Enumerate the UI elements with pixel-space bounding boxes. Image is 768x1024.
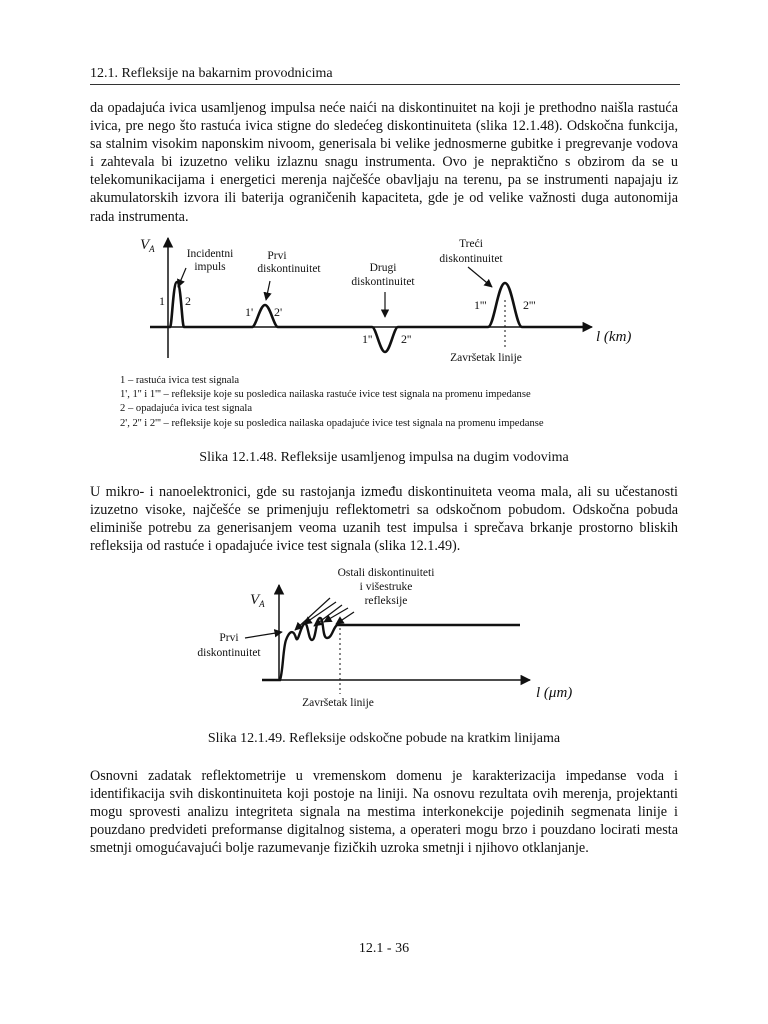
fig1-third-l1: Treći <box>459 238 483 250</box>
fig1-x-label: l (km) <box>596 329 632 345</box>
legend-item: 2', 2'' i 2''' – refleksije koje su posledica nailaska opadajuće ivice test signala na promenu impedanse <box>120 417 544 429</box>
fig1-mark-1ppp: 1''' <box>474 298 487 312</box>
fig2-y-label: $V_A$ <box>250 592 265 609</box>
page-number: 12.1 - 36 <box>358 941 410 956</box>
fig1-second-l2: diskontinuitet <box>351 276 415 288</box>
fig2-others-l3: refleksije <box>364 595 408 607</box>
fig2-x-label: l (μm) <box>536 685 573 701</box>
fig1-mark-1p: 1' <box>245 305 254 319</box>
fig1-mark-1pp: 1'' <box>362 332 373 346</box>
paragraph-2: U mikro- i nanoelektronici, gde su rastojanja između diskontinuiteta veoma mala, ali su učestanosti izuzetno visoke, najčešće se primenjuju reflektometri sa odskočnom pobudom. Odskočna pobuda eliminiše potrebu za generisanjem veoma uzanih test impulsa i sprečava brkanje prostorno bliskih refleksija od rastuće i opadajuće ivice test signala (slika 12.1.49). <box>90 484 678 555</box>
fig2-first-l1: Prvi <box>219 632 239 644</box>
fig1-second-l1: Drugi <box>369 262 397 274</box>
fig2-first-l2: diskontinuitet <box>197 647 261 659</box>
fig1-mark-2p: 2' <box>274 305 283 319</box>
fig2-signal <box>262 618 520 680</box>
legend-item: 1 – rastuća ivica test signala <box>120 375 240 386</box>
fig2-arrow-first <box>245 632 282 638</box>
fig1-mark-1: 1 <box>159 294 165 308</box>
fig1-mark-2ppp: 2''' <box>523 298 536 312</box>
fig2-arrow-a <box>295 598 330 630</box>
figure-1-caption: Slika 12.1.48. Refleksije usamljenog impulsa na dugim vodovima <box>199 450 569 465</box>
paragraph-3: Osnovni zadatak reflektometrije u vremenskom domenu je karakterizacija impedanse voda i identifikacija svih diskontinuiteta koji postoje na liniji. Na osnovu rezultata ovih merenja, projektanti mogu sprovesti analizu integriteta signala na mestima interkonekcije pojedinih segmenata linije i pouzdano predvideti preformanse digitalnog sistema, a operateri mogu brzo i pouzdano locirati mesta smetnji omogućavajući bolje razumevanje fizičkih uzroka smetnji i njihovo otklanjanje. <box>90 768 678 857</box>
fig1-mark-2pp: 2'' <box>401 332 412 346</box>
fig1-y-label: $V_A$ <box>140 237 155 254</box>
legend-item: 1', 1'' i 1''' – refleksije koje su posledica nailaska rastuće ivice test signala na promenu impedanse <box>120 389 531 401</box>
legend-item: 2 – opadajuća ivica test signala <box>120 403 253 415</box>
figure-2-caption: Slika 12.1.49. Refleksije odskočne pobude na kratkim linijama <box>207 731 561 746</box>
fig1-incident-l2: impuls <box>194 261 226 273</box>
fig2-others-l2: i višestruke <box>359 581 413 593</box>
fig1-third-l2: diskontinuitet <box>439 253 503 265</box>
fig2-others-l1: Ostali diskontinuiteti <box>337 567 435 579</box>
fig1-first-l1: Prvi <box>267 250 287 262</box>
fig2-end-label: Završetak linije <box>302 697 374 709</box>
fig1-mark-2: 2 <box>185 294 191 308</box>
paragraph-1: da opadajuća ivica usamljenog impulsa neće naići na diskontinuitet na koji je prethodno naišla rastuća ivica, pre nego što rastuća ivica stigne do sledećeg diskontinuiteta (slika 12.1.48). Odskočna funkcija, sa stalnim visokim naponskim nivoom, generisala bi velike jednosmerne gubitke i pregrevanje vodova i zahtevala bi izuzetno veliku izlaznu snagu instrumenta. Ovo je nepraktično s obzirom da se u telekomunikacijama i energetici merenja najčešće obavljaju na terenu, pa se instrumenti napajaju iz akumulatorskih izvora ili baterija ograničenih kapaciteta, gde je od velike važnosti duga autonomija rada instrumenta. <box>90 100 678 225</box>
fig1-first-l2: diskontinuitet <box>257 263 321 275</box>
running-header: 12.1. Refleksije na bakarnim provodnicima <box>90 66 333 81</box>
fig1-end-label: Završetak linije <box>450 352 522 364</box>
fig1-incident-l1: Incidentni <box>186 248 234 260</box>
